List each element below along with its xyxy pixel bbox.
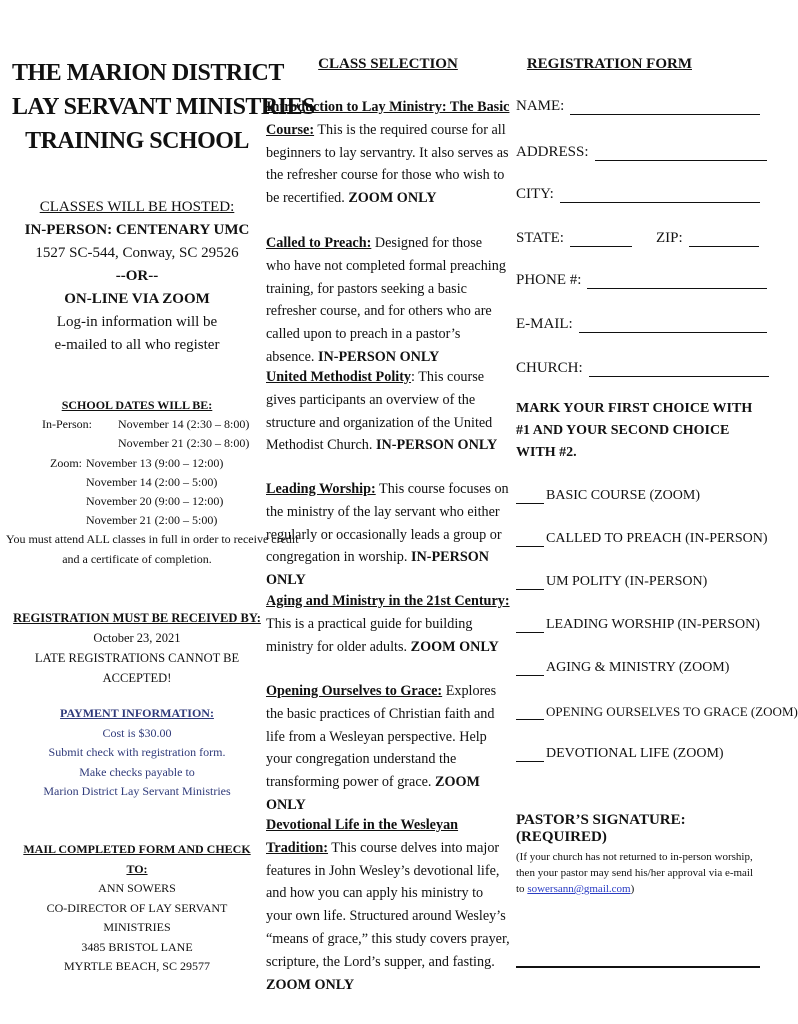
attendance-note-2: and a certificate of completion. [62, 551, 212, 566]
zoom-label: Zoom: [50, 455, 82, 470]
class-selection-heading: CLASS SELECTION [318, 56, 458, 72]
attendance-note-1: You must attend ALL classes in full in order to receive credit [6, 532, 299, 547]
title-line-3: TRAINING SCHOOL [25, 128, 249, 154]
mail-title: CO-DIRECTOR OF LAY SERVANT MINISTRIES [46, 900, 228, 934]
address-label: ADDRESS: [516, 144, 589, 160]
choice-blank[interactable] [516, 704, 544, 720]
city-field[interactable] [516, 186, 760, 203]
hosting-info [12, 196, 262, 357]
email-field[interactable] [516, 316, 767, 333]
date-row [12, 434, 262, 453]
course-called-to-preach [266, 232, 510, 369]
course-name: Devotional Life in the Wesleyan Tradition: [266, 817, 459, 856]
choice-um-polity[interactable] [516, 574, 707, 590]
church-label: CHURCH: [516, 360, 583, 376]
name-label: NAME: [516, 98, 565, 114]
login-info-line-1: Log-in information will be [56, 314, 218, 330]
date-row [12, 492, 262, 511]
mail-city: MYRTLE BEACH, SC 29577 [64, 959, 210, 973]
course-opening-grace [266, 680, 510, 817]
pastor-instructions [516, 849, 764, 897]
mailing-info [12, 840, 262, 977]
course-format: IN-PERSON ONLY [318, 348, 440, 365]
church-field[interactable] [516, 360, 769, 377]
mail-recipient: ANN SOWERS [98, 881, 176, 895]
payment-heading: PAYMENT INFORMATION: [60, 706, 214, 720]
choice-label: DEVOTIONAL LIFE (ZOOM) [546, 746, 724, 761]
hosted-heading: CLASSES WILL BE HOSTED: [39, 199, 235, 215]
email-label: E-MAIL: [516, 316, 573, 332]
registration-deadline [12, 608, 262, 688]
course-name: United Methodist Polity [266, 369, 412, 385]
course-desc: This is the required course for all beginners to lay servantry. It also serves as the refresher course for those who wish to be recertified. [266, 121, 509, 207]
payment-submit: Submit check with registration form. [48, 745, 226, 759]
zip-line[interactable] [689, 230, 759, 247]
zoom-date: November 13 (9:00 – 12:00) [86, 455, 224, 470]
name-field[interactable] [516, 98, 760, 115]
phone-label: PHONE #: [516, 272, 582, 288]
choice-opening-grace[interactable] [516, 704, 798, 720]
course-desc: Designed for those who have not completed formal preaching training, for pastors seeking a basic refresher course, and for others who are called upon to preach in a pastor’s absence. [266, 235, 506, 365]
zoom-date: November 21 (2:00 – 5:00) [86, 513, 218, 528]
course-name: Opening Ourselves to Grace: [266, 683, 443, 699]
course-name: Leading Worship: [266, 481, 376, 497]
location-address: 1527 SC-544, Conway, SC 29526 [35, 245, 239, 261]
course-name: Aging and Ministry in the 21st Century: [266, 593, 510, 609]
in-person-date: November 21 (2:30 – 8:00) [118, 436, 250, 451]
choice-label: BASIC COURSE (ZOOM) [546, 488, 701, 503]
date-row [12, 511, 262, 530]
date-row [12, 473, 262, 492]
title-line-2: LAY SERVANT MINISTRIES [12, 94, 315, 120]
in-person-label: In-Person: [42, 417, 92, 432]
mail-street: 3485 BRISTOL LANE [81, 939, 193, 954]
course-format: ZOOM ONLY [266, 976, 355, 993]
state-field[interactable] [516, 230, 632, 247]
course-um-polity [266, 366, 510, 457]
course-intro [266, 96, 510, 210]
city-label: CITY: [516, 186, 554, 202]
payment-payee: Marion District Lay Servant Ministries [43, 784, 231, 798]
state-line[interactable] [570, 230, 632, 247]
choice-blank[interactable] [516, 617, 544, 633]
phone-line[interactable] [587, 272, 767, 289]
school-dates [6, 396, 299, 569]
choice-blank[interactable] [516, 746, 544, 762]
choice-blank[interactable] [516, 574, 544, 590]
school-title [12, 56, 315, 158]
registration-deadline-heading: REGISTRATION MUST BE RECEIVED BY: [13, 611, 261, 625]
course-desc: This course focuses on the ministry of the lay servant who either regularly or occasionally leads a group or congregation in worship. [266, 481, 509, 566]
course-leading-worship [266, 478, 510, 592]
date-row [12, 415, 262, 434]
course-format: ZOOM ONLY [348, 190, 437, 207]
course-name: Introduction to Lay Ministry: The Basic Course: [266, 99, 510, 138]
zoom-date: November 14 (2:00 – 5:00) [86, 474, 218, 489]
payment-cost: Cost is $30.00 [102, 725, 172, 740]
in-person-location: IN-PERSON: CENTENARY UMC [24, 222, 250, 238]
address-field[interactable] [516, 144, 767, 161]
dates-heading: SCHOOL DATES WILL BE: [61, 398, 213, 412]
pastor-note-end: ) [630, 883, 635, 895]
address-line[interactable] [595, 144, 767, 161]
choice-aging-ministry[interactable] [516, 660, 729, 676]
zip-field[interactable] [656, 230, 759, 247]
signature-line[interactable] [516, 966, 760, 968]
choice-called-to-preach[interactable] [516, 531, 768, 547]
email-line[interactable] [579, 316, 767, 333]
course-aging-ministry [266, 590, 510, 658]
choice-devotional-life[interactable] [516, 746, 724, 762]
course-desc: : This course gives participants an overview of the structure and organization of the United Methodist Church. [266, 369, 493, 454]
city-line[interactable] [560, 186, 760, 203]
choice-blank[interactable] [516, 660, 544, 676]
choice-basic-course[interactable] [516, 488, 700, 504]
name-line[interactable] [570, 98, 760, 115]
login-info-line-2: e-mailed to all who register [54, 337, 220, 353]
course-desc: This course delves into major features in John Wesley’s devotional life, and how you can apply his ministry to your own life. Structured around Wesley’s “means of grace,” this study covers prayer, scripture, the Lord’s supper, and fasting. [266, 839, 510, 970]
choice-label: AGING & MINISTRY (ZOOM) [546, 660, 730, 675]
choice-label: CALLED TO PREACH (IN-PERSON) [546, 531, 768, 546]
choice-instructions: MARK YOUR FIRST CHOICE WITH #1 AND YOUR SECOND CHOICE WITH #2. [516, 401, 753, 460]
course-desc: This is a practical guide for building ministry for older adults. [266, 615, 473, 655]
course-format: ZOOM ONLY [410, 638, 499, 655]
course-desc: Explores the basic practices of Christian faith and life from a Wesleyan perspective. Help your congregation understand the transforming power of grace. [266, 683, 497, 791]
church-line[interactable] [589, 360, 769, 377]
zoom-date: November 20 (9:00 – 12:00) [86, 494, 224, 509]
title-line-1: THE MARION DISTRICT [12, 60, 284, 86]
choice-blank[interactable] [516, 488, 544, 504]
choice-leading-worship[interactable] [516, 617, 760, 633]
online-option: ON-LINE VIA ZOOM [64, 291, 210, 307]
course-devotional-life [266, 814, 510, 996]
date-row [12, 454, 262, 473]
state-label: STATE: [516, 230, 564, 246]
course-format: IN-PERSON ONLY [266, 549, 490, 589]
or-separator: --OR-- [115, 268, 159, 284]
in-person-date: November 14 (2:30 – 8:00) [118, 417, 250, 432]
choice-label: UM POLITY (IN-PERSON) [546, 574, 708, 589]
phone-field[interactable] [516, 272, 767, 289]
zip-label: ZIP: [656, 230, 683, 246]
course-format: ZOOM ONLY [266, 774, 480, 813]
pastor-signature-section [516, 812, 764, 897]
registration-form-heading: REGISTRATION FORM [526, 56, 692, 72]
pastor-note: (If your church has not returned to in-person worship, then your pastor may send his/her approval via e-mail to [516, 851, 754, 895]
course-name: Called to Preach: [266, 235, 372, 251]
late-registration-note: LATE REGISTRATIONS CANNOT BE ACCEPTED! [34, 651, 240, 685]
payment-info [12, 704, 262, 802]
choice-label: OPENING OURSELVES TO GRACE (ZOOM) [546, 704, 798, 719]
pastor-signature-heading: PASTOR’S SIGNATURE: (REQUIRED) [516, 812, 686, 845]
mail-heading: MAIL COMPLETED FORM AND CHECK TO: [23, 842, 251, 876]
pastor-email-link[interactable]: sowersann@gmail.com [527, 883, 631, 895]
registration-deadline-date: October 23, 2021 [93, 631, 181, 645]
choice-label: LEADING WORSHIP (IN-PERSON) [546, 617, 760, 632]
course-format: IN-PERSON ONLY [375, 437, 498, 454]
choice-blank[interactable] [516, 531, 544, 547]
payment-payable: Make checks payable to [79, 764, 195, 779]
